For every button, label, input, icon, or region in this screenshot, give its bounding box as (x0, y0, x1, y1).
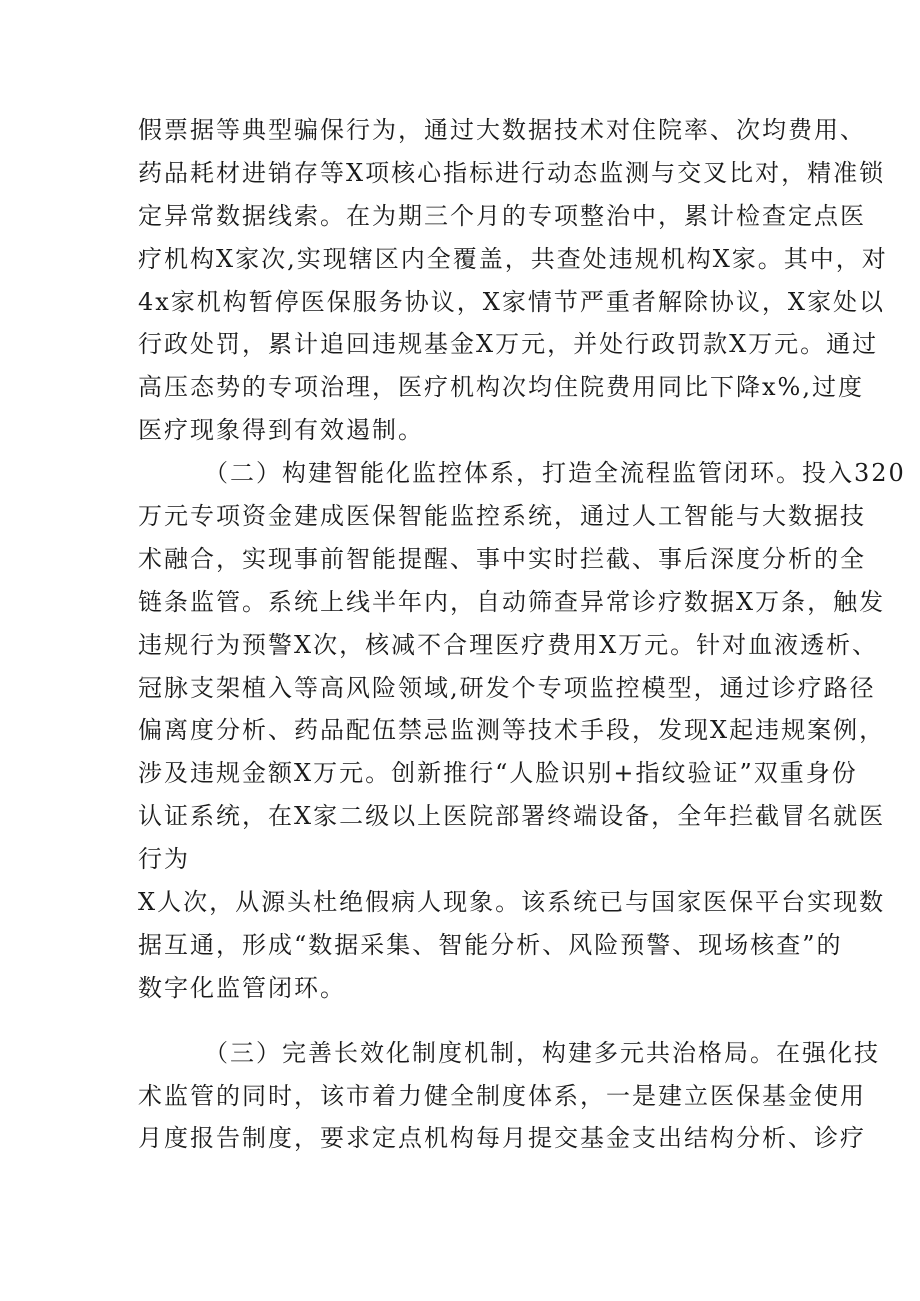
text-line: 认证系统，在X家二级以上医院部署终端设备，全年拦截冒名就医 (138, 802, 886, 831)
text-line: 行政处罚，累计追回违规基金X万元，并处行政罚款X万元。通过 (138, 330, 879, 359)
section-heading-line: （二）构建智能化监控体系，打造全流程监管闭环。投入320 (204, 459, 906, 488)
text-line: X人次，从源头杜绝假病人现象。该系统已与国家医保平台实现数 (138, 888, 886, 917)
text-line: 涉及违规金额X万元。创新推行“人脸识别+指纹验证”双重身份 (138, 759, 858, 788)
text-line: 假票据等典型骗保行为，通过大数据技术对住院率、次均费用、 (138, 116, 866, 144)
text-line: 疗机构X家次,实现辖区内全覆盖，共查处违规机构X家。其中，对 (138, 244, 888, 273)
text-line: 4x家机构暂停医保服务协议，X家情节严重者解除协议，X家处以 (138, 287, 885, 316)
text-line: 定异常数据线索。在为期三个月的专项整治中，累计检查定点医 (138, 201, 866, 230)
text-line: 术监管的同时，该市着力健全制度体系，一是建立医保基金使用 (138, 1081, 866, 1110)
text-line: 高压态势的专项治理，医疗机构次均住院费用同比下降x%,过度 (138, 373, 864, 402)
text-line: 万元专项资金建成医保智能监控系统，通过人工智能与大数据技 (138, 502, 866, 531)
text-line: 月度报告制度，要求定点机构每月提交基金支出结构分析、诊疗 (138, 1124, 866, 1153)
text-line: 药品耗材进销存等X项核心指标进行动态监测与交叉比对，精准锁 (138, 158, 886, 187)
text-line: 行为 (138, 845, 190, 874)
text-line: 医疗现象得到有效遏制。 (138, 416, 424, 445)
paragraph-gap (138, 1010, 798, 1032)
text-line: 冠脉支架植入等高风险领域,研发个专项监控模型，通过诊疗路径 (138, 673, 876, 702)
text-line: 偏离度分析、药品配伍禁忌监测等技术手段，发现X起违规案例， (138, 716, 886, 745)
section-heading-line: （三）完善长效化制度机制，构建多元共治格局。在强化技 (204, 1038, 880, 1067)
document-body (138, 109, 906, 1160)
text-line: 术融合，实现事前智能提醒、事中实时拦截、事后深度分析的全 (138, 544, 866, 573)
text-line: 链条监管。系统上线半年内，自动筛查异常诊疗数据X万条，触发 (138, 587, 886, 616)
text-line: 违规行为预警X次，核减不合理医疗费用X万元。针对血液透析、 (138, 630, 879, 659)
text-line: 据互通，形成“数据采集、智能分析、风险预警、现场核查”的 (138, 930, 843, 959)
text-line: 数字化监管闭环。 (138, 973, 346, 1002)
